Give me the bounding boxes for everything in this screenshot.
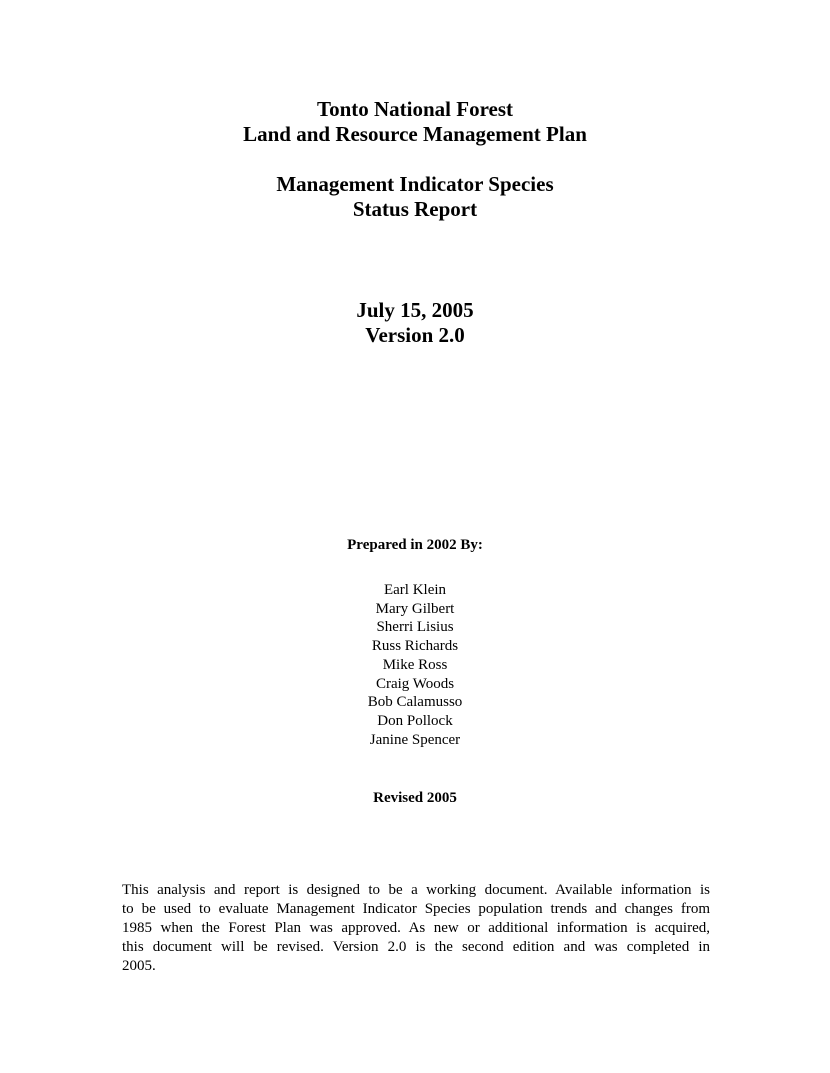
author-name: Bob Calamusso	[367, 694, 463, 711]
author-name: Sherri Lisius	[376, 619, 454, 636]
subtitle-species: Management Indicator Species	[276, 172, 554, 196]
document-subtitle	[0, 172, 830, 222]
paragraph-line: 1985 when the Forest Plan was approved. As new or additional information is acquired,	[122, 920, 710, 936]
title-forest-name: Tonto National Forest	[316, 97, 513, 121]
author-name: Earl Klein	[383, 582, 447, 598]
document-title	[0, 97, 830, 147]
author-name: Janine Spencer	[369, 731, 461, 748]
revised-label: Revised 2005	[373, 790, 457, 806]
author-name: Craig Woods	[375, 675, 455, 692]
author-name: Mike Ross	[382, 656, 448, 673]
title-plan-name: Land and Resource Management Plan	[243, 122, 587, 146]
author-list	[0, 581, 830, 749]
document-description-paragraph	[122, 881, 710, 976]
document-version: Version 2.0	[365, 323, 465, 347]
paragraph-line: this document will be revised. Version 2.0 is the second edition and was completed in	[122, 939, 710, 955]
author-name: Mary Gilbert	[375, 600, 455, 617]
date-version-block	[0, 298, 830, 348]
paragraph-line: This analysis and report is designed to be a working document. Available information is	[122, 882, 710, 898]
paragraph-line: to be used to evaluate Management Indicator Species population trends and changes from	[122, 901, 710, 917]
author-name: Russ Richards	[371, 638, 459, 655]
author-name: Don Pollock	[377, 712, 453, 729]
paragraph-line: 2005.	[122, 958, 156, 974]
document-date: July 15, 2005	[356, 298, 474, 322]
subtitle-report: Status Report	[352, 197, 478, 221]
prepared-by-label: Prepared in 2002 By:	[347, 537, 483, 553]
